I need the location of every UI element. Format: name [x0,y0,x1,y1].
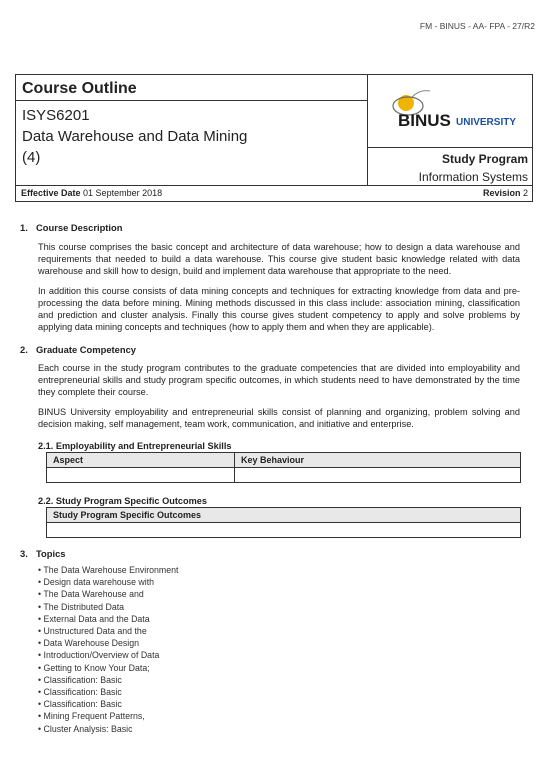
revision [483,188,528,198]
study-program-value: Information Systems [418,170,528,184]
section-number: 1. [20,222,28,233]
section-2-heading [20,344,520,356]
list-item: • Classification: Basic [38,674,520,686]
table-cell [47,468,235,483]
list-item: • Classification: Basic [38,698,520,710]
table-cell [47,523,521,538]
revision-label: Revision [482,188,521,198]
table-header-row [47,508,521,523]
list-item: • Classification: Basic [38,686,520,698]
course-description-p2: In addition this course consists of data mining concepts and techniques for extracting knowledge from data and pre-processing the data before mining. Mining methods discussed in this class include: association mining, classification and prediction and cluster analysis. Finally this course gives student competency to apply and solve problems by applying data mining concepts and techniques (how to apply them and when they are applicable). [38,286,520,332]
section-1-heading [20,222,520,234]
section-title: Topics [36,548,66,559]
course-name: Data Warehouse and Data Mining [22,128,248,145]
logo-text-university: UNIVERSITY [456,117,517,128]
section-title: Graduate Competency [36,344,137,355]
table-row [47,523,521,538]
study-program-label: Study Program [441,152,528,166]
table-header-outcomes: Study Program Specific Outcomes [47,508,521,523]
graduate-competency-p1: Each course in the study program contributes to the graduate competencies that are divided into employability and entrepreneurial skills and study program specific outcomes, in which students need to have demonstrated by the time they complete their course. [38,363,520,397]
list-item: • External Data and the Data [38,613,520,625]
program-block [368,75,532,185]
list-item: • Cluster Analysis: Basic [38,723,520,735]
list-item: • The Data Warehouse and [38,588,520,600]
table-header-key-behaviour: Key Behaviour [235,453,521,468]
course-header-box [15,74,533,202]
employability-skills-table [46,452,521,483]
page-title: Course Outline [16,75,367,101]
document-body [20,222,520,735]
effective-date-row [16,185,532,201]
course-code: ISYS6201 [22,107,90,124]
section-3-heading [20,548,520,560]
list-item: • The Data Warehouse Environment [38,564,520,576]
list-item: • Getting to Know Your Data; [38,662,520,674]
list-item: • Data Warehouse Design [38,637,520,649]
graduate-competency-p2: BINUS University employability and entrepreneurial skills consist of planning and organizing, problem solving and decision making, self management, team work, communication, and initiative and enterprise. [38,407,520,429]
section-number: 2. [20,344,28,355]
list-item: • Design data warehouse with [38,576,520,588]
course-description-p1: This course comprises the basic concept and architecture of data warehouse; how to design a data warehouse and requirements that needed to build a data warehouse. This course give student basic knowledge related with data warehouse and skill how to design, build and implement data warehouse that appropriate to the need. [38,242,520,276]
table-cell [235,468,521,483]
study-program-outcomes-table [46,507,521,538]
topics-list [20,564,520,735]
list-item: • The Distributed Data [38,601,520,613]
table-row [47,468,521,483]
revision-value: 2 [522,188,528,198]
list-item: • Introduction/Overview of Data [38,649,520,661]
course-identity [16,75,368,185]
subsection-2-2-heading: 2.2. Study Program Specific Outcomes [38,496,207,506]
logo-text-binus: BINUS [398,111,451,130]
effective-date-label: Effective Date [21,188,81,198]
binus-logo [368,75,532,148]
effective-date [21,188,162,198]
table-header-row [47,453,521,468]
subsection-2-1-heading: 2.1. Employability and Entrepreneurial Skills [38,441,232,451]
list-item: • Unstructured Data and the [38,625,520,637]
table-header-aspect: Aspect [47,453,235,468]
section-number: 3. [20,548,28,559]
section-title: Course Description [36,222,123,233]
list-item: • Mining Frequent Patterns, [38,710,520,722]
effective-date-value: 01 September 2018 [83,188,163,198]
binus-logo-icon [368,75,532,147]
form-code: FM - BINUS - AA- FPA - 27/R2 [419,21,535,31]
course-credits: (4) [22,149,41,166]
